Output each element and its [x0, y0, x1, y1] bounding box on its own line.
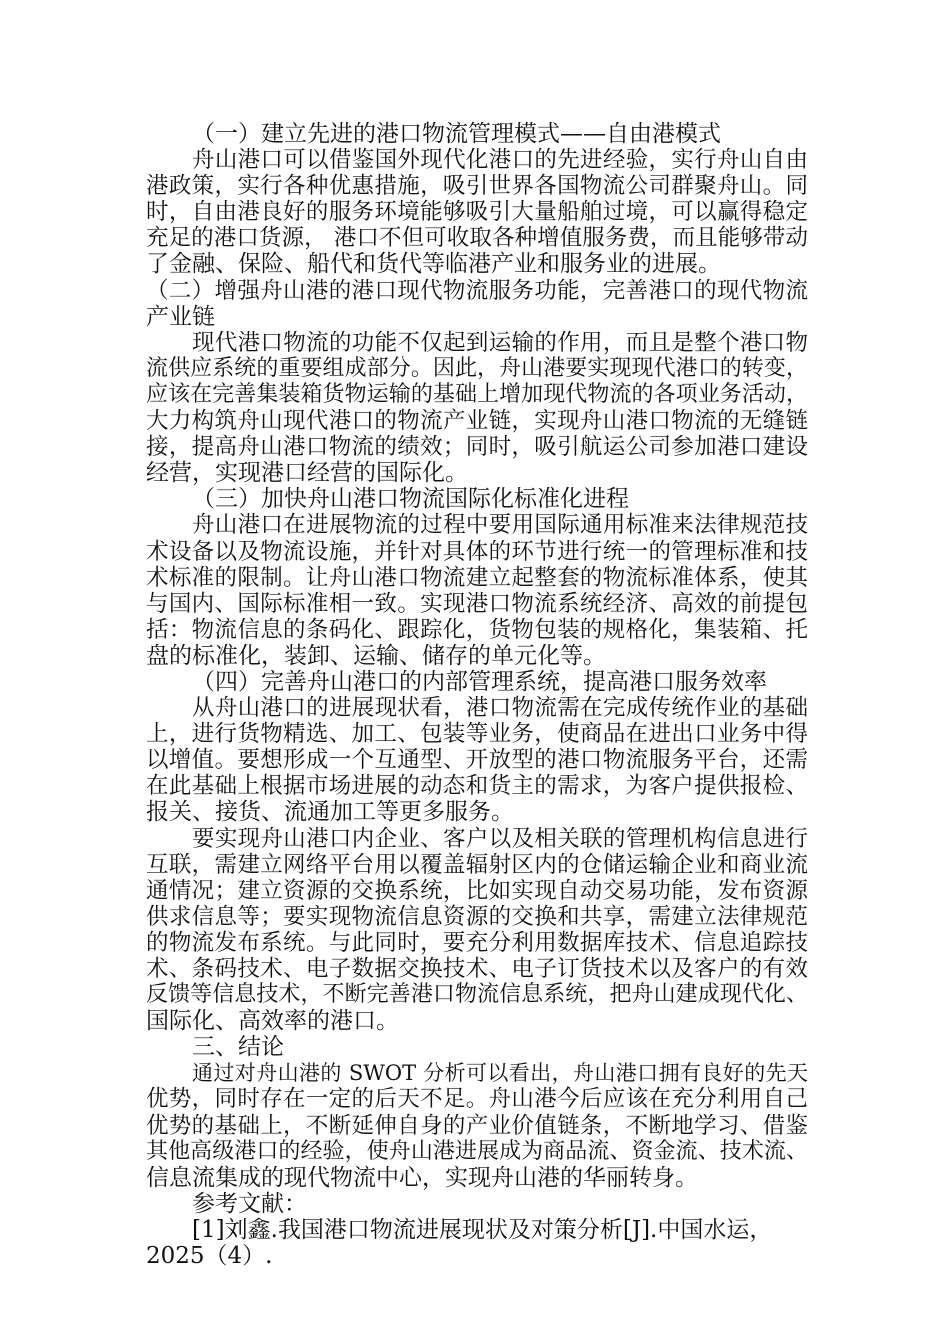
text-line: （一）建立先进的港口物流管理模式——自由港模式: [192, 121, 721, 147]
text-line: [1]刘鑫.我国港口物流进展现状及对策分析[J].中国水运，: [192, 1216, 773, 1243]
text-line: 时，自由港良好的服务环境能够吸引大量船舶过境，可以赢得稳定: [146, 199, 808, 226]
text-line: 港政策，实行各种优惠措施，吸引世界各国物流公司群聚舟山。同: [146, 173, 808, 200]
text-line: 通情况；建立资源的交换系统，比如实现自动交易功能，发布资源: [146, 877, 808, 904]
text-line: 参考文献：: [192, 1190, 307, 1217]
text-line: 报关、接货、流通加工等更多服务。: [146, 799, 514, 826]
text-line: 与国内、国际标准相一致。实现港口物流系统经济、高效的前提包: [146, 590, 808, 617]
text-line: 国际化、高效率的港口。: [146, 1008, 399, 1035]
text-line: 要实现舟山港口内企业、客户以及相关联的管理机构信息进行: [192, 825, 808, 852]
text-line: 在此基础上根据市场进展的动态和货主的需求，为客户提供报检、: [146, 773, 808, 800]
text-line: 术、条码技术、电子数据交换技术、电子订货技术以及客户的有效: [146, 956, 808, 982]
text-line: 产业链: [146, 303, 215, 330]
text-line: 上，进行货物精选、加工、包装等业务，使商品在进出口业务中得: [146, 721, 808, 748]
text-line: 经营，实现港口经营的国际化。: [146, 460, 468, 487]
text-line: （二）增强舟山港的港口现代物流服务功能，完善港口的现代物流: [146, 277, 808, 304]
text-line: 应该在完善集装箱货物运输的基础上增加现代物流的各项业务活动，: [146, 381, 808, 407]
text-line: 流供应系统的重要组成部分。因此，舟山港要实现现代港口的转变，: [146, 355, 808, 381]
text-line: 的物流发布系统。与此同时，要充分利用数据库技术、信息追踪技: [146, 929, 808, 956]
text-line: 舟山港口在进展物流的过程中要用国际通用标准来法律规范技: [192, 512, 808, 539]
text-line: 2025（4）.: [146, 1243, 273, 1270]
text-line: 术设备以及物流设施，并针对具体的环节进行统一的管理标准和技: [146, 538, 808, 565]
text-line: 以增值。要想形成一个互通型、开放型的港口物流服务平台，还需: [146, 747, 808, 774]
text-line: （三）加快舟山港口物流国际化标准化进程: [192, 486, 629, 513]
text-line: 优势的基础上，不断延伸自身的产业价值链条，不断地学习、借鉴: [146, 1112, 808, 1139]
text-line: 现代港口物流的功能不仅起到运输的作用，而且是整个港口物: [192, 329, 808, 356]
text-line: 括：物流信息的条码化、跟踪化，货物包装的规格化，集装箱、托: [146, 616, 808, 643]
text-line: （四）完善舟山港口的内部管理系统，提高港口服务效率: [192, 668, 767, 695]
text-line: 接，提高舟山港口物流的绩效；同时，吸引航运公司参加港口建设: [146, 434, 808, 461]
text-line: 反馈等信息技术，不断完善港口物流信息系统，把舟山建成现代化、: [146, 982, 808, 1008]
text-line: 通过对舟山港的 SWOT 分析可以看出，舟山港口拥有良好的先天: [192, 1061, 808, 1086]
text-line: 术标准的限制。让舟山港口物流建立起整套的物流标准体系，使其: [146, 564, 808, 591]
text-line: 盘的标准化，装卸、运输、储存的单元化等。: [146, 642, 606, 669]
text-line: 其他高级港口的经验，使舟山港进展成为商品流、资金流、技术流、: [146, 1138, 808, 1164]
text-line: 从舟山港口的进展现状看，港口物流需在完成传统作业的基础: [192, 695, 808, 722]
text-line: 舟山港口可以借鉴国外现代化港口的先进经验，实行舟山自由: [192, 147, 808, 174]
text-line: 优势，同时存在一定的后天不足。舟山港今后应该在充分利用自己: [146, 1086, 808, 1113]
text-line: 三、结论: [192, 1034, 284, 1061]
text-line: 信息流集成的现代物流中心，实现舟山港的华丽转身。: [146, 1164, 698, 1191]
text-line: 供求信息等；要实现物流信息资源的交换和共享，需建立法律规范: [146, 903, 808, 930]
text-line: 互联，需建立网络平台用以覆盖辐射区内的仓储运输企业和商业流: [146, 851, 808, 878]
text-line: 大力构筑舟山现代港口的物流产业链，实现舟山港口物流的无缝链: [146, 408, 808, 435]
document-body: [146, 121, 808, 1269]
text-line: 了金融、保险、船代和货代等临港产业和服务业的进展。: [146, 251, 721, 278]
text-line: 充足的港口货源， 港口不但可收取各种增值服务费，而且能够带动: [146, 225, 808, 252]
